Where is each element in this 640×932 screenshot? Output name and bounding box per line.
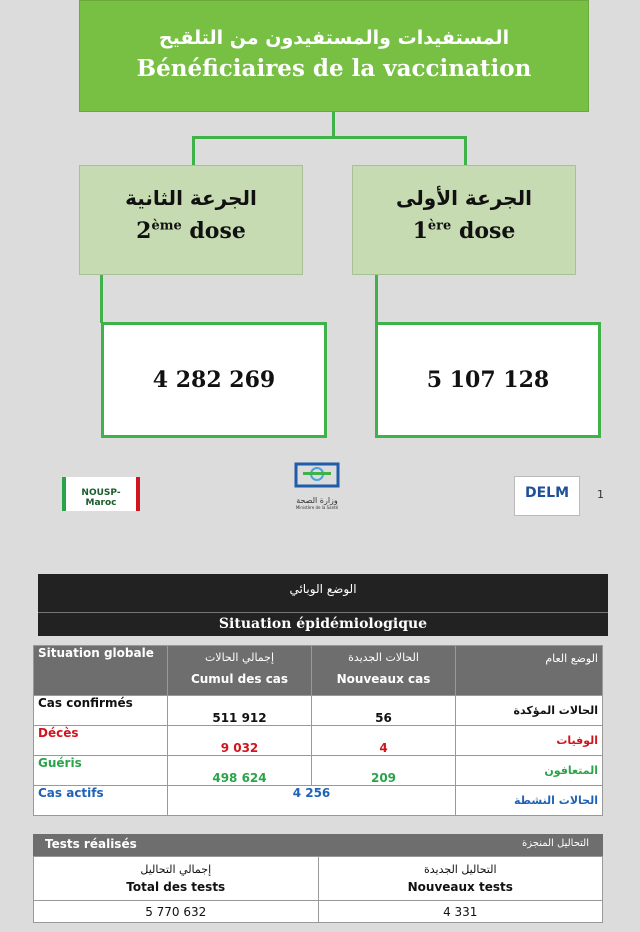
- tests-table: [33, 856, 603, 923]
- connector-line: [375, 275, 378, 323]
- page-number: 1: [597, 488, 604, 501]
- table-row: [34, 786, 603, 816]
- total-tests-header: إجمالي التحاليل Total des tests: [34, 857, 319, 901]
- ministry-of-health-logo: وزارة الصحة Ministère de la Santé: [290, 462, 344, 520]
- tests-title-french: Tests réalisés: [45, 837, 137, 851]
- row-label-ar: المتعافون: [456, 756, 603, 786]
- tests-title-arabic: التحاليل المنجزة: [522, 838, 589, 849]
- table-row: [34, 726, 603, 756]
- header-nouveaux: الحالات الجديدة Nouveaux cas: [312, 646, 456, 696]
- row-cumul: 498 624: [168, 756, 312, 786]
- row-label-fr: Décès: [34, 726, 168, 756]
- dose1-value: 5 107 128: [375, 322, 601, 438]
- table-row: [34, 696, 603, 726]
- dose1-box: [352, 165, 576, 275]
- dose2-box: [79, 165, 303, 275]
- title-divider: [38, 612, 608, 613]
- tests-value-row: [34, 901, 603, 923]
- dose2-label-french: 2ème dose: [136, 218, 246, 244]
- situation-title-box: [38, 574, 608, 636]
- connector-line: [100, 275, 103, 323]
- dose1-label-french: 1ère dose: [412, 218, 516, 244]
- connector-line: [192, 136, 467, 139]
- situation-header-row: [34, 646, 603, 696]
- row-new: 209: [312, 756, 456, 786]
- dose2-value: 4 282 269: [101, 322, 327, 438]
- nousp-logo: NOUSP-Maroc: [62, 477, 140, 511]
- row-active-value: 4 256: [168, 786, 456, 816]
- vaccination-title-box: [79, 0, 589, 112]
- header-cumul: إجمالي الحالات Cumul des cas: [168, 646, 312, 696]
- situation-title-french: Situation épidémiologique: [218, 616, 428, 632]
- dose1-label-arabic: الجرعة الأولى: [396, 186, 532, 210]
- new-tests-header: التحاليل الجديدة Nouveaux tests: [318, 857, 603, 901]
- connector-line: [332, 112, 335, 137]
- header-situation-globale: Situation globale: [34, 646, 168, 696]
- delm-logo: DELM: [514, 476, 580, 516]
- header-arabic: الوضع العام: [456, 646, 603, 696]
- tests-header-row: [34, 857, 603, 901]
- row-label-ar: الوفيات: [456, 726, 603, 756]
- row-label-ar: الحالات النشطة: [456, 786, 603, 816]
- row-label-fr: Cas actifs: [34, 786, 168, 816]
- row-label-fr: Cas confirmés: [34, 696, 168, 726]
- situation-title-arabic: الوضع الوبائي: [289, 582, 357, 596]
- connector-line: [464, 136, 467, 165]
- dose2-label-arabic: الجرعة الثانية: [125, 186, 257, 210]
- row-label-fr: Guéris: [34, 756, 168, 786]
- row-label-ar: الحالات المؤكدة: [456, 696, 603, 726]
- row-cumul: 511 912: [168, 696, 312, 726]
- table-row: [34, 756, 603, 786]
- title-arabic: المستفيدات والمستفيدون من التلقيح: [158, 27, 510, 49]
- row-new: 56: [312, 696, 456, 726]
- title-french: Bénéficiaires de la vaccination: [136, 55, 532, 82]
- new-tests-value: 4 331: [318, 901, 603, 923]
- total-tests-value: 5 770 632: [34, 901, 319, 923]
- connector-line: [192, 136, 195, 165]
- tests-header: [33, 834, 603, 856]
- row-cumul: 9 032: [168, 726, 312, 756]
- row-new: 4: [312, 726, 456, 756]
- situation-table: [33, 645, 603, 816]
